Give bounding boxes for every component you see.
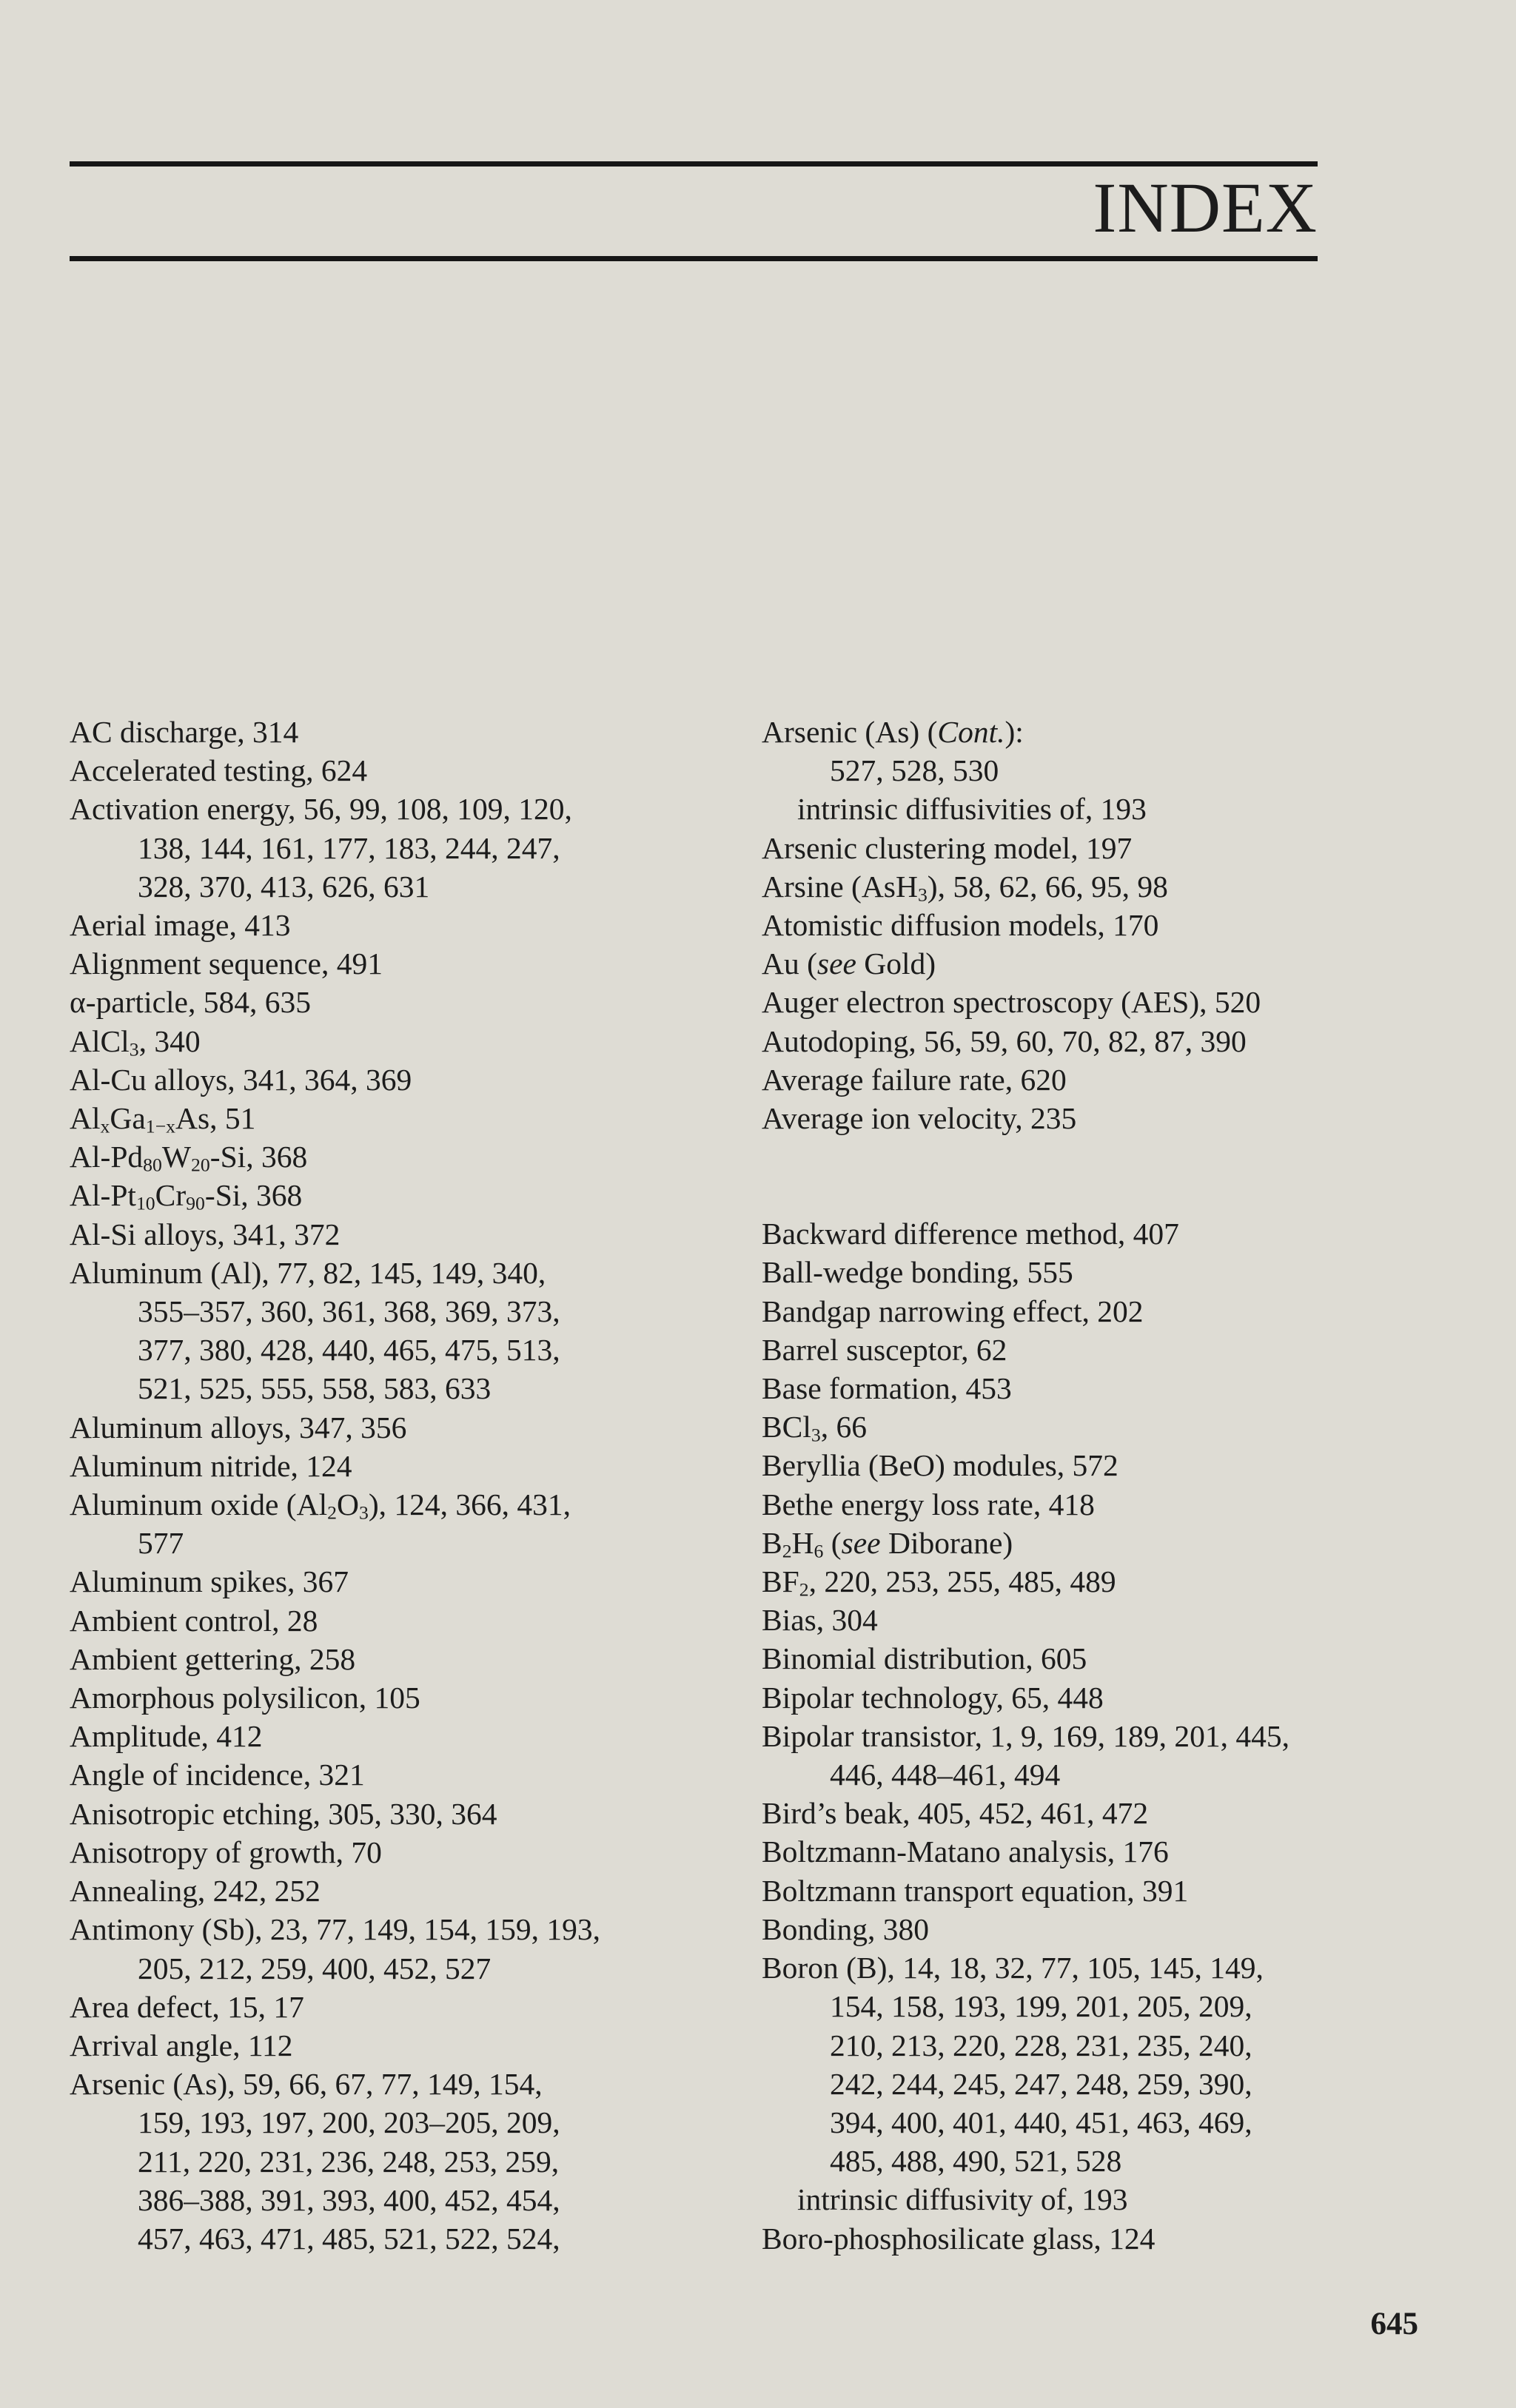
index-entry-text: Base formation, 453 <box>762 1371 1012 1406</box>
index-entry <box>762 944 1472 983</box>
index-entry-text: Arsenic (As) (Cont.): <box>762 715 1024 749</box>
index-entry-text: Barrel susceptor, 62 <box>762 1332 1007 1367</box>
index-entry-text: $Al-Pt_{10}Cr_{90}-Si$, 368 <box>70 1178 303 1215</box>
index-entry-continuation: 210, 213, 220, 228, 231, 235, 240, <box>830 2028 1252 2062</box>
index-entry <box>762 1253 1472 1291</box>
index-entry-continuation: 159, 193, 197, 200, 203–205, 209, <box>138 2105 560 2140</box>
index-entry-text: Alignment sequence, 491 <box>70 946 383 981</box>
page-number: 645 <box>1370 2307 1418 2341</box>
index-entry-continuation: 328, 370, 413, 626, 631 <box>138 869 430 904</box>
index-entry <box>762 1794 1472 1832</box>
index-column-left <box>70 713 765 2258</box>
index-entry-continuation: 355–357, 360, 361, 368, 369, 373, <box>138 1294 560 1329</box>
index-entry-continuation: 211, 220, 231, 236, 248, 253, 259, <box>138 2144 560 2179</box>
index-entry-text: Aluminum alloys, 347, 356 <box>70 1410 407 1445</box>
index-entry-text: Average ion velocity, 235 <box>762 1101 1077 1136</box>
index-entry-continuation: 577 <box>138 1526 184 1561</box>
index-entry-continuation: 485, 488, 490, 521, 528 <box>830 2144 1122 2179</box>
index-entry-text: Arsenic (As), 59, 66, 67, 77, 149, 154, <box>70 2067 543 2102</box>
index-entry-text: $BF_2$, 220, 253, 255, 485, 489 <box>762 1564 1116 1601</box>
index-entry-text: Ambient control, 28 <box>70 1603 318 1638</box>
index-entry-text: Angle of incidence, 321 <box>70 1758 365 1792</box>
index-entry <box>762 1948 1472 2180</box>
index-entry-text: Binomial distribution, 605 <box>762 1641 1087 1676</box>
index-entry <box>70 1755 765 1794</box>
index-entry-text: Area defect, 15, 17 <box>70 1989 304 2024</box>
index-entry-text: Aerial image, 413 <box>70 908 291 943</box>
index-entry-text: Bipolar transistor, 1, 9, 169, 189, 201, 445, <box>762 1718 1290 1753</box>
index-entry <box>70 1562 765 1601</box>
index-entry <box>70 1060 765 1099</box>
index-entry-text: Boltzmann transport equation, 391 <box>762 1873 1189 1908</box>
index-entry <box>762 1022 1472 1060</box>
index-entry-text: Boron (B), 14, 18, 32, 77, 105, 145, 149, <box>762 1951 1264 1985</box>
index-entry <box>70 1717 765 1755</box>
index-entry-text: Bias, 304 <box>762 1603 878 1638</box>
index-entry <box>70 713 765 751</box>
index-entry-text: Average failure rate, 620 <box>762 1062 1067 1097</box>
index-entry-text: AlCl$_3$, 340 <box>70 1023 201 1060</box>
index-entry-text: Auger electron spectroscopy (AES), 520 <box>762 985 1261 1020</box>
index-entry-text: Arsenic clustering model, 197 <box>762 830 1133 865</box>
index-entry-text: Arrival angle, 112 <box>70 2028 293 2062</box>
index-entry <box>70 1447 765 1485</box>
index-entry-text: Bonding, 380 <box>762 1911 929 1946</box>
index-entry <box>70 1099 765 1137</box>
index-entry-text: Beryllia (BeO) modules, 572 <box>762 1448 1118 1483</box>
index-entry <box>70 1871 765 1910</box>
index-entry <box>762 713 1472 790</box>
index-entry-text: Activation energy, 56, 99, 108, 109, 120, <box>70 792 572 827</box>
index-subentry <box>762 2180 1472 2219</box>
index-entry <box>70 751 765 790</box>
index-entry <box>70 2026 765 2065</box>
index-entry-text: Boltzmann-Matano analysis, 176 <box>762 1834 1169 1869</box>
index-entry <box>762 906 1472 944</box>
index-entry <box>70 1215 765 1254</box>
index-entry <box>762 1524 1472 1562</box>
index-subentry <box>762 790 1472 828</box>
index-entry-text: Amorphous polysilicon, 105 <box>70 1681 420 1715</box>
index-entry <box>762 1369 1472 1408</box>
index-entry <box>70 1137 765 1176</box>
index-entry-text: Bandgap narrowing effect, 202 <box>762 1294 1144 1328</box>
index-entry-text: Backward difference method, 407 <box>762 1217 1179 1251</box>
index-entry-continuation: 457, 463, 471, 485, 521, 522, 524, <box>138 2221 560 2256</box>
index-entry <box>70 2065 765 2258</box>
index-entry <box>762 1717 1472 1794</box>
index-entry <box>762 1562 1472 1601</box>
index-entry <box>762 1871 1472 1910</box>
index-entry <box>762 1910 1472 1948</box>
index-entry-text: Aluminum (Al), 77, 82, 145, 149, 340, <box>70 1255 546 1290</box>
index-entry-text: Arsine (AsH$_3$), 58, 62, 66, 95, 98 <box>762 869 1168 906</box>
index-entry <box>762 1639 1472 1678</box>
index-entry-text: Boro-phosphosilicate glass, 124 <box>762 2221 1156 2256</box>
index-entry <box>70 1640 765 1678</box>
header-rule-top <box>70 161 1318 167</box>
index-entry-text: Accelerated testing, 624 <box>70 753 368 788</box>
index-entry <box>70 1910 765 1987</box>
index-entry <box>70 1678 765 1717</box>
index-entry-text: $Al-Pd_{80}W_{20}-Si$, 368 <box>70 1140 308 1176</box>
index-entry <box>70 1176 765 1214</box>
index-entry <box>762 1408 1472 1446</box>
index-entry <box>70 1601 765 1640</box>
index-entry-continuation: 205, 212, 259, 400, 452, 527 <box>138 1951 492 1985</box>
index-entry-text: Aluminum spikes, 367 <box>70 1564 349 1599</box>
index-entry <box>762 1485 1472 1524</box>
index-entry <box>762 1292 1472 1331</box>
index-entry-text: $B_2H_6$ (see Diborane) <box>762 1525 1013 1562</box>
index-entry-text: Antimony (Sb), 23, 77, 149, 154, 159, 193, <box>70 1912 601 1947</box>
index-entry-text: Amplitude, 412 <box>70 1719 263 1754</box>
index-entry-text: Al-Si alloys, 341, 372 <box>70 1217 341 1251</box>
index-entry <box>762 829 1472 867</box>
index-entry-text: intrinsic diffusivities of, 193 <box>797 792 1147 827</box>
index-entry <box>762 1214 1472 1253</box>
index-entry-text: Au (see Gold) <box>762 946 936 981</box>
letter-section-gap <box>762 1137 1472 1214</box>
index-entry-text: AC discharge, 314 <box>70 715 299 749</box>
index-entry-text: Anisotropic etching, 305, 330, 364 <box>70 1796 497 1831</box>
index-entry <box>762 1331 1472 1369</box>
index-entry-continuation: 154, 158, 193, 199, 201, 205, 209, <box>830 1989 1252 2024</box>
index-entry-text: Bird’s beak, 405, 452, 461, 472 <box>762 1796 1149 1831</box>
page-title: INDEX <box>1093 168 1318 247</box>
index-entry <box>70 790 765 906</box>
index-entry-text: Bethe energy loss rate, 418 <box>762 1487 1095 1521</box>
index-entry-continuation: 521, 525, 555, 558, 583, 633 <box>138 1371 492 1406</box>
index-entry-continuation: 242, 244, 245, 247, 248, 259, 390, <box>830 2066 1252 2101</box>
header-rule-bottom <box>70 256 1318 261</box>
index-entry <box>762 2219 1472 2258</box>
index-entry-text: α-particle, 584, 635 <box>70 985 311 1020</box>
index-entry-text: Aluminum nitride, 124 <box>70 1448 352 1483</box>
index-entry <box>762 1060 1472 1099</box>
index-entry-text: Anisotropy of growth, 70 <box>70 1834 382 1869</box>
index-entry-text: Aluminum oxide $(Al_2O_3)$, 124, 366, 431, <box>70 1487 571 1524</box>
index-entry-continuation: 138, 144, 161, 177, 183, 244, 247, <box>138 830 560 865</box>
index-entry-text: Al-Cu alloys, 341, 364, 369 <box>70 1062 412 1097</box>
index-column-right <box>762 713 1472 2258</box>
index-entry-text: Ambient gettering, 258 <box>70 1641 356 1676</box>
index-entry <box>70 1408 765 1447</box>
index-entry <box>70 1254 765 1408</box>
index-entry-continuation: 394, 400, 401, 440, 451, 463, 469, <box>830 2105 1252 2139</box>
index-entry <box>70 1485 765 1562</box>
index-entry <box>70 1795 765 1833</box>
index-entry-continuation: 377, 380, 428, 440, 465, 475, 513, <box>138 1333 560 1368</box>
index-entry <box>70 1022 765 1060</box>
index-entry <box>762 1678 1472 1717</box>
index-entry <box>70 1988 765 2026</box>
index-entry <box>762 867 1472 906</box>
index-entry-continuation: 446, 448–461, 494 <box>830 1758 1061 1792</box>
index-entry <box>762 1099 1472 1137</box>
index-entry-continuation: 527, 528, 530 <box>830 753 999 788</box>
index-entry-text: Ball-wedge bonding, 555 <box>762 1255 1073 1290</box>
index-entry-text: Autodoping, 56, 59, 60, 70, 82, 87, 390 <box>762 1023 1247 1058</box>
index-entry-text: Bipolar technology, 65, 448 <box>762 1680 1104 1715</box>
index-entry-continuation: 386–388, 391, 393, 400, 452, 454, <box>138 2182 560 2217</box>
index-entry <box>70 944 765 983</box>
index-entry <box>762 983 1472 1021</box>
index-entry-text: Atomistic diffusion models, 170 <box>762 908 1159 943</box>
index-entry <box>70 983 765 1021</box>
index-entry <box>762 1446 1472 1484</box>
index-entry <box>762 1832 1472 1871</box>
index-entry-text: BCl$_3$, 66 <box>762 1410 867 1446</box>
index-entry-text: $Al_xGa_{1-x}As$, 51 <box>70 1101 256 1137</box>
index-entry-text: intrinsic diffusivity of, 193 <box>797 2182 1128 2217</box>
index-entry-text: Annealing, 242, 252 <box>70 1874 321 1908</box>
index-entry <box>762 1601 1472 1639</box>
index-entry <box>70 1833 765 1871</box>
index-entry <box>70 906 765 944</box>
